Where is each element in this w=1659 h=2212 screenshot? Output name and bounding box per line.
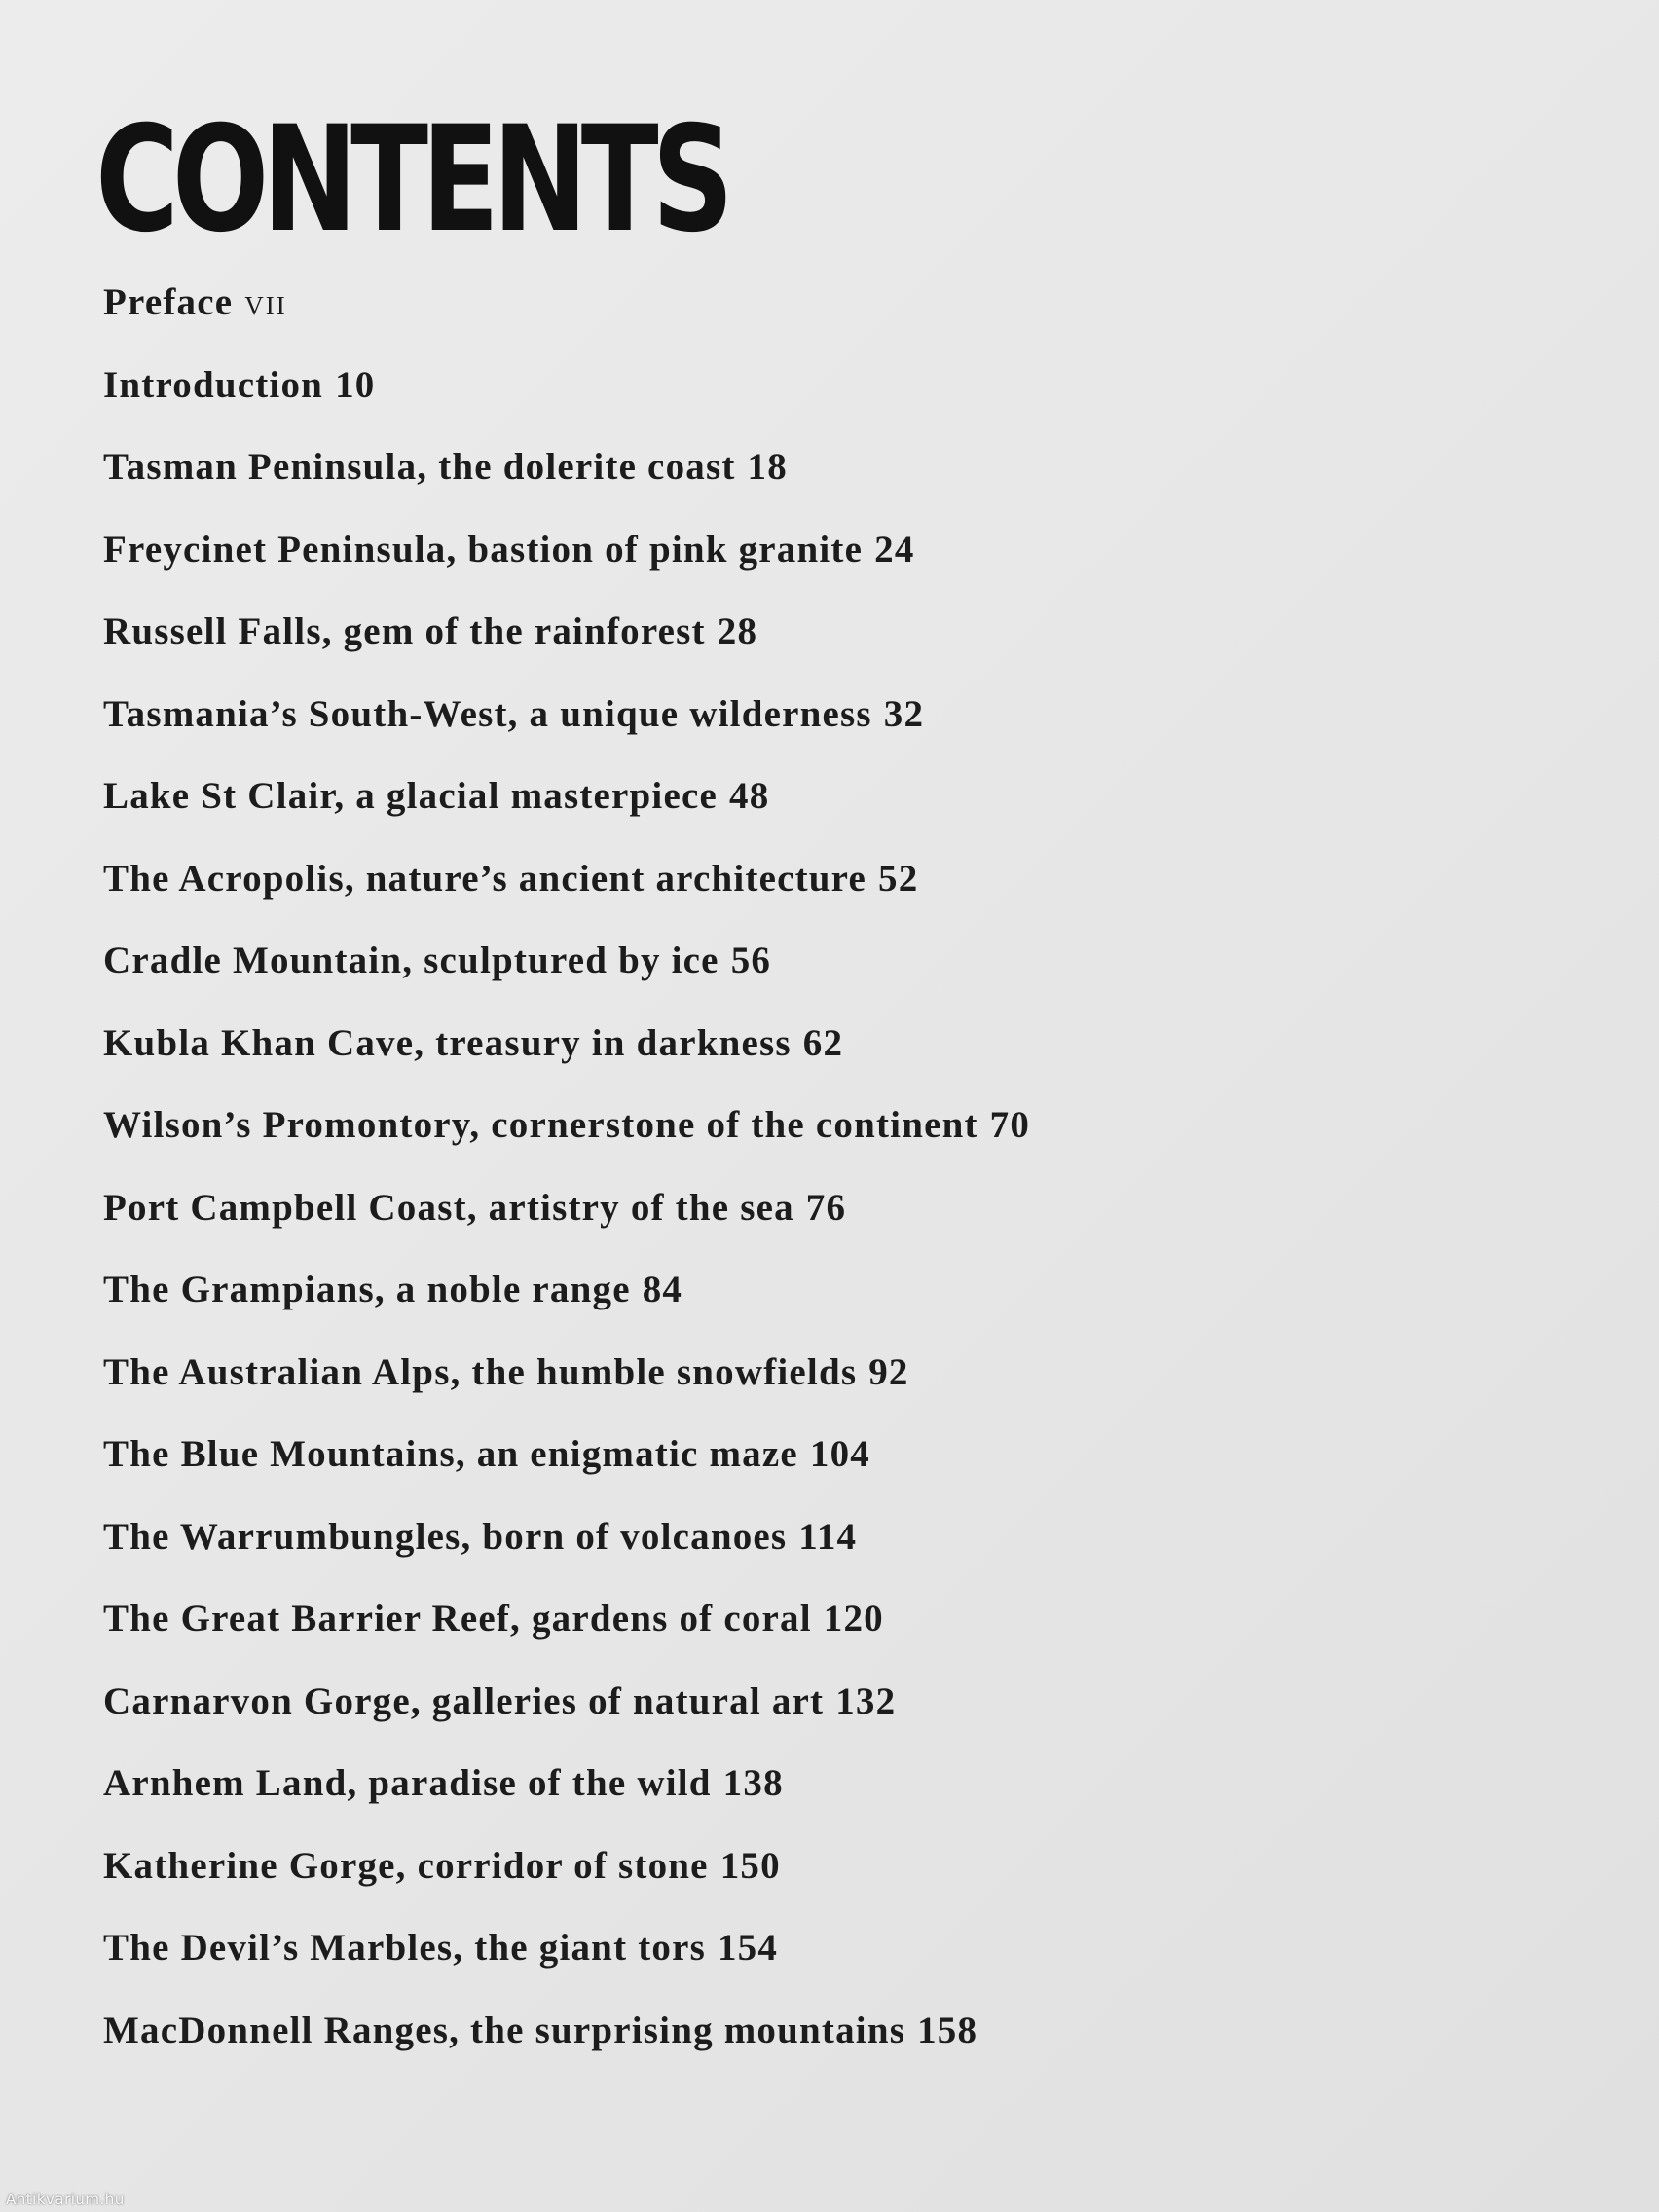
toc-entry-title: The Devil’s Marbles, the giant tors: [103, 1927, 706, 1969]
toc-entry: [103, 1428, 1030, 1511]
toc-entry: [103, 1676, 1030, 1758]
toc-entry-page-number: 114: [798, 1515, 858, 1558]
toc-entry-page-number: 70: [989, 1104, 1031, 1146]
toc-entry: [103, 1757, 1030, 1840]
contents-heading: CONTENTS: [95, 95, 727, 265]
toc-entry-page-number: 154: [717, 1927, 779, 1969]
toc-entry: [103, 1840, 1030, 1923]
toc-entry-title: Freycinet Peninsula, bastion of pink granite: [103, 528, 864, 571]
toc-entry-page-number: 48: [729, 775, 770, 817]
toc-entry: [103, 1264, 1030, 1346]
toc-entry-page-number: 138: [722, 1762, 784, 1804]
toc-entry: [103, 1017, 1030, 1100]
toc-entry-title: Russell Falls, gem of the rainforest: [103, 610, 706, 652]
toc-entry: [103, 935, 1030, 1017]
toc-entry: [103, 1922, 1030, 2005]
toc-entry-title: Kubla Khan Cave, treasury in darkness: [103, 1021, 792, 1064]
toc-entry-page-number: 28: [717, 610, 758, 652]
toc-entry: [103, 1182, 1030, 1265]
toc-entry-title: Carnarvon Gorge, galleries of natural art: [103, 1679, 825, 1722]
toc-entry-title: The Great Barrier Reef, gardens of coral: [103, 1598, 812, 1640]
table-of-contents: [103, 276, 1030, 2086]
toc-entry-title: The Acropolis, nature’s ancient architecture: [103, 857, 866, 900]
toc-entry-page-number: vii: [244, 281, 287, 323]
toc-entry-title: Arnhem Land, paradise of the wild: [103, 1762, 712, 1804]
toc-entry-title: Tasman Peninsula, the dolerite coast: [103, 446, 736, 488]
toc-entry-title: The Blue Mountains, an enigmatic maze: [103, 1433, 798, 1475]
toc-entry-page-number: 10: [335, 363, 376, 406]
watermark: Antikvarium.hu: [6, 2191, 125, 2208]
toc-entry-page-number: 76: [805, 1186, 847, 1229]
toc-entry-page-number: 150: [719, 1844, 781, 1887]
toc-entry-page-number: 104: [809, 1433, 871, 1475]
toc-entry: [103, 1593, 1030, 1676]
toc-entry-page-number: 18: [747, 446, 788, 488]
toc-entry-page-number: 84: [642, 1269, 683, 1310]
toc-entry-title: The Australian Alps, the humble snowfields: [103, 1350, 858, 1393]
toc-entry: [103, 1346, 1030, 1429]
toc-entry-title: Introduction: [103, 363, 324, 406]
toc-entry-page-number: 120: [823, 1598, 884, 1640]
toc-entry: [103, 770, 1030, 853]
toc-entry-page-number: 32: [883, 692, 925, 735]
toc-entry-title: Katherine Gorge, corridor of stone: [103, 1844, 709, 1887]
toc-entry-page-number: 52: [878, 857, 919, 900]
toc-entry: [103, 2005, 1030, 2087]
toc-entry-title: Tasmania’s South-West, a unique wilderness: [103, 692, 872, 735]
toc-entry-page-number: 56: [730, 940, 772, 981]
toc-entry-title: MacDonnell Ranges, the surprising mountains: [103, 2009, 906, 2051]
toc-entry-title: The Grampians, a noble range: [103, 1269, 631, 1310]
toc-entry: [103, 1511, 1030, 1594]
toc-entry-title: Lake St Clair, a glacial masterpiece: [103, 775, 718, 817]
toc-entry: [103, 853, 1030, 936]
toc-entry-title: Wilson’s Promontory, cornerstone of the continent: [103, 1104, 978, 1146]
toc-entry-title: Preface: [103, 281, 234, 323]
toc-entry: [103, 524, 1030, 607]
toc-entry-page-number: 132: [835, 1679, 897, 1722]
toc-entry: [103, 688, 1030, 771]
toc-entry-title: The Warrumbungles, born of volcanoes: [103, 1515, 788, 1558]
toc-entry-title: Cradle Mountain, sculptured by ice: [103, 940, 719, 981]
toc-entry: [103, 276, 1030, 359]
toc-entry: [103, 441, 1030, 524]
toc-entry-page-number: 158: [917, 2009, 978, 2051]
toc-entry-title: Port Campbell Coast, artistry of the sea: [103, 1186, 794, 1229]
toc-entry-page-number: 24: [874, 528, 915, 571]
toc-entry-page-number: 62: [802, 1021, 844, 1064]
toc-entry-page-number: 92: [868, 1350, 909, 1393]
toc-entry: [103, 606, 1030, 688]
toc-entry: [103, 1099, 1030, 1182]
toc-entry: [103, 359, 1030, 442]
